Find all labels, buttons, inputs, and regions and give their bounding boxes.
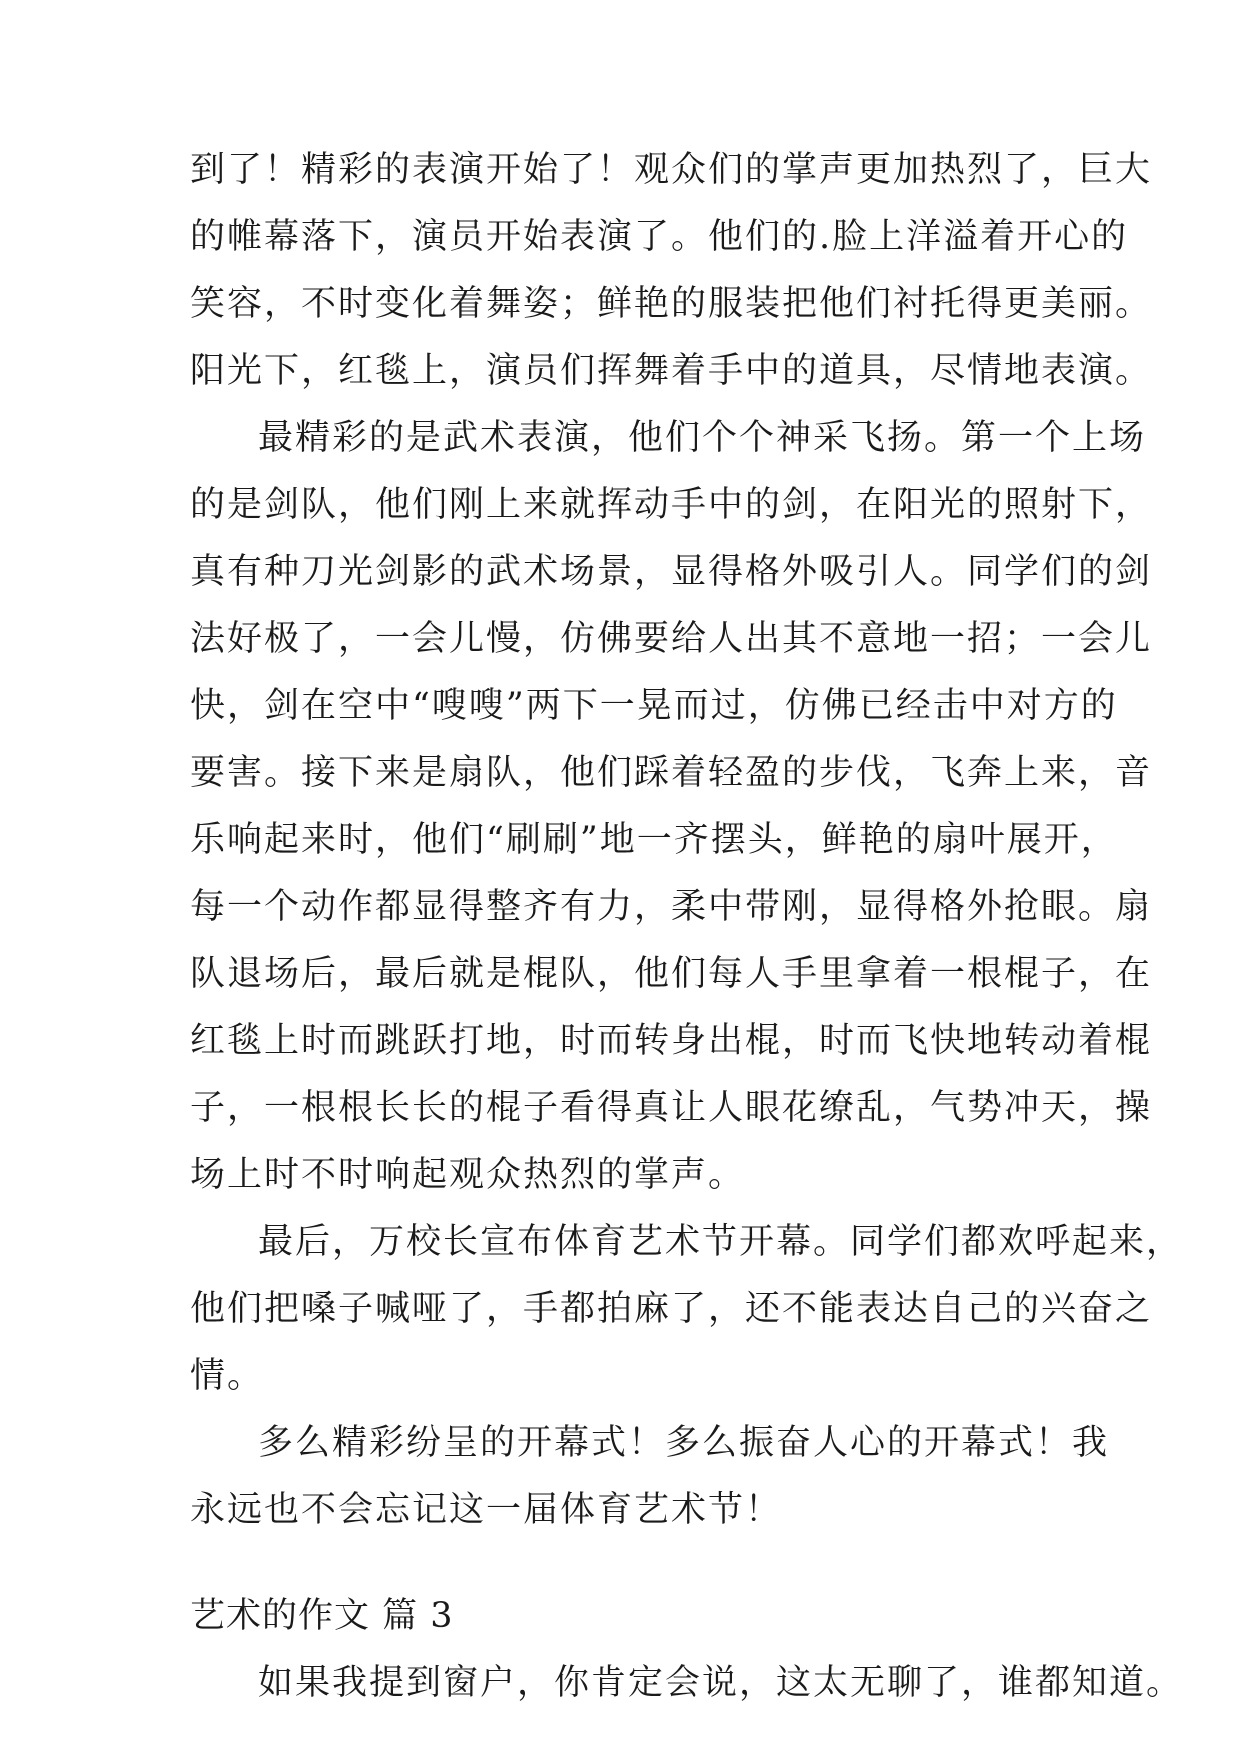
paragraph-line: 红毯上时而跳跃打地，时而转身出棍，时而飞快地转动着棍 <box>190 1021 1153 1061</box>
paragraph-line: 的帷幕落下，演员开始表演了。他们的.脸上洋溢着开心的 <box>190 217 1129 257</box>
paragraph-line: 子，一根根长长的棍子看得真让人眼花缭乱，气势冲天，操 <box>190 1088 1153 1128</box>
paragraph-line: 如果我提到窗户，你肯定会说，这太无聊了，谁都知道。 <box>258 1663 1184 1703</box>
paragraph-line: 最精彩的是武术表演，他们个个神采飞扬。第一个上场 <box>258 418 1147 458</box>
paragraph-line: 法好极了，一会儿慢，仿佛要给人出其不意地一招；一会儿 <box>190 619 1153 659</box>
paragraph-line: 多么精彩纷呈的开幕式！多么振奋人心的开幕式！我 <box>258 1423 1110 1463</box>
section-heading: 艺术的作文 篇 3 <box>190 1596 454 1636</box>
paragraph-line: 快，剑在空中“嗖嗖”两下一晃而过，仿佛已经击中对方的 <box>190 686 1118 726</box>
paragraph-line: 情。 <box>190 1356 265 1396</box>
paragraph-line: 阳光下，红毯上，演员们挥舞着手中的道具，尽情地表演。 <box>190 351 1153 391</box>
paragraph-line: 他们把嗓子喊哑了，手都拍麻了，还不能表达自己的兴奋之 <box>190 1289 1153 1329</box>
paragraph-line: 永远也不会忘记这一届体育艺术节！ <box>190 1490 783 1530</box>
paragraph-line: 的是剑队，他们刚上来就挥动手中的剑，在阳光的照射下， <box>190 485 1153 525</box>
paragraph-line: 到了！精彩的表演开始了！观众们的掌声更加热烈了，巨大 <box>190 150 1153 190</box>
paragraph-line: 场上时不时响起观众热烈的掌声。 <box>190 1155 746 1195</box>
paragraph-line: 乐响起来时，他们“刷刷”地一齐摆头，鲜艳的扇叶展开， <box>190 820 1118 860</box>
paragraph-line: 每一个动作都显得整齐有力，柔中带刚，显得格外抢眼。扇 <box>190 887 1153 927</box>
paragraph-line: 最后，万校长宣布体育艺术节开幕。同学们都欢呼起来， <box>258 1222 1184 1262</box>
paragraph-line: 队退场后，最后就是棍队，他们每人手里拿着一根棍子，在 <box>190 954 1153 994</box>
paragraph-line: 真有种刀光剑影的武术场景，显得格外吸引人。同学们的剑 <box>190 552 1153 592</box>
paragraph-line: 要害。接下来是扇队，他们踩着轻盈的步伐，飞奔上来，音 <box>190 753 1153 793</box>
paragraph-line: 笑容，不时变化着舞姿；鲜艳的服装把他们衬托得更美丽。 <box>190 284 1153 324</box>
